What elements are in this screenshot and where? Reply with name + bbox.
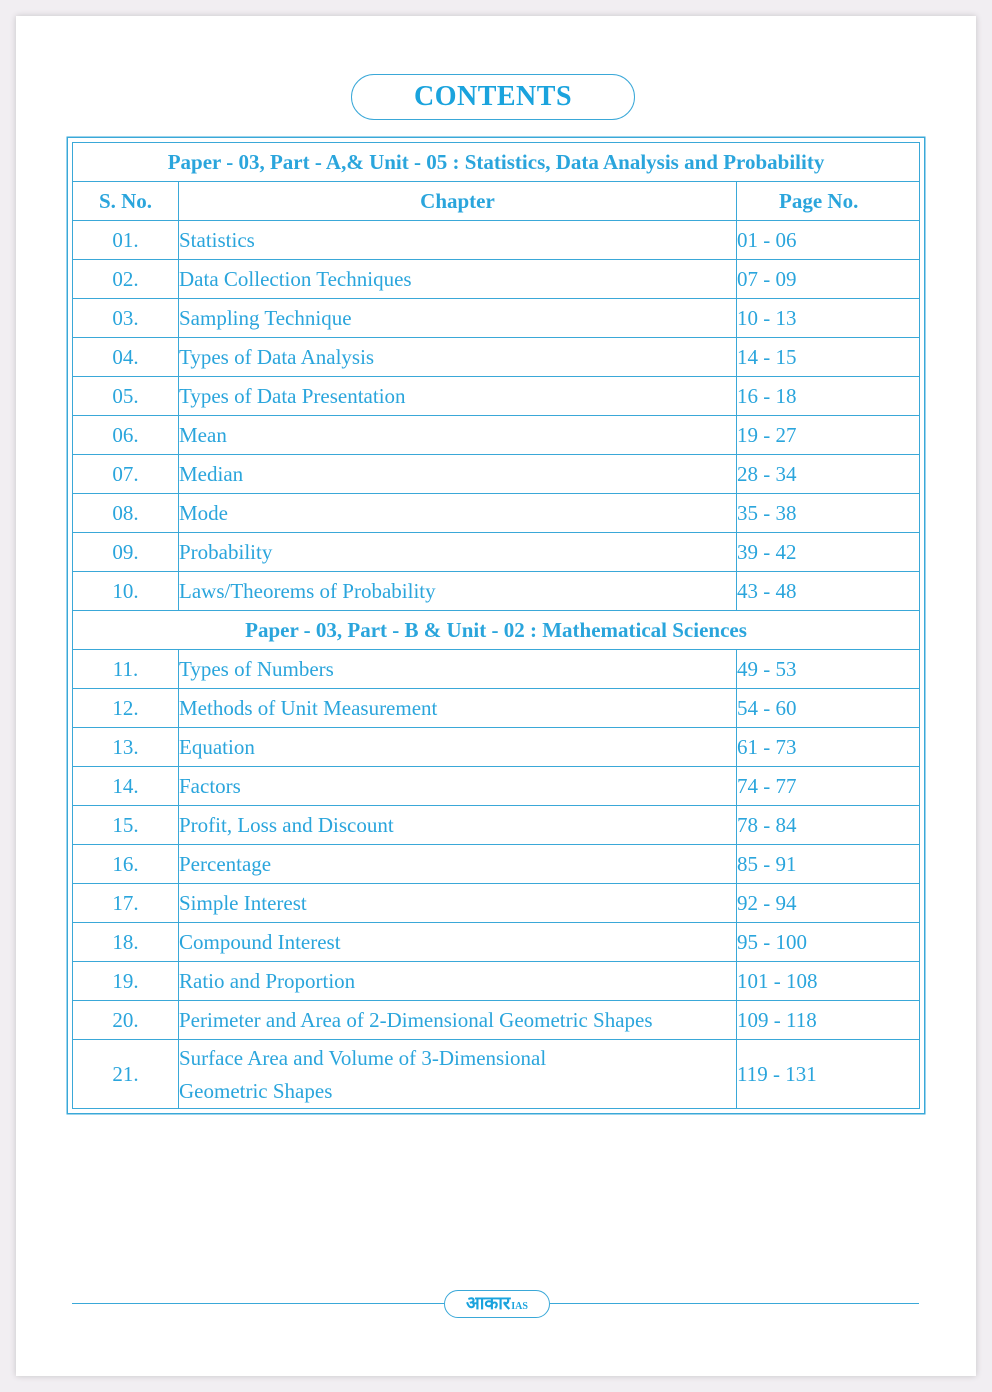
chapter-title: Sampling Technique [179,299,737,338]
chapter-title: Factors [179,767,737,806]
column-header-row [73,182,920,221]
chapter-title: Perimeter and Area of 2-Dimensional Geometric Shapes [179,1001,737,1040]
chapter-title: Compound Interest [179,923,737,962]
serial-number: 09. [73,533,179,572]
page-range: 54 - 60 [737,689,920,728]
chapter-title: Data Collection Techniques [179,260,737,299]
page-range: 74 - 77 [737,767,920,806]
chapter-title: Mean [179,416,737,455]
page-range: 10 - 13 [737,299,920,338]
page-range: 49 - 53 [737,650,920,689]
chapter-title: Median [179,455,737,494]
table-row [73,377,920,416]
table-row [73,845,920,884]
section-heading-row [73,611,920,650]
page-range: 61 - 73 [737,728,920,767]
page-range: 07 - 09 [737,260,920,299]
serial-number: 04. [73,338,179,377]
chapter-title [179,1040,737,1109]
table-row [73,689,920,728]
table-row [73,923,920,962]
serial-number: 03. [73,299,179,338]
table-row [73,455,920,494]
serial-number: 07. [73,455,179,494]
chapter-title: Mode [179,494,737,533]
logo-text: आकार [466,1293,511,1313]
page-range: 78 - 84 [737,806,920,845]
chapter-title: Methods of Unit Measurement [179,689,737,728]
chapter-title-line: Surface Area and Volume of 3-Dimensional [179,1046,547,1070]
table-row [73,572,920,611]
table-row [73,1040,920,1109]
chapter-title: Types of Data Analysis [179,338,737,377]
serial-number: 19. [73,962,179,1001]
page-range: 39 - 42 [737,533,920,572]
serial-number: 21. [73,1040,179,1109]
table-row [73,650,920,689]
page-range: 109 - 118 [737,1001,920,1040]
serial-number: 10. [73,572,179,611]
section-heading: Paper - 03, Part - B & Unit - 02 : Mathematical Sciences [73,611,920,650]
table-row [73,416,920,455]
column-header-sno: S. No. [73,182,179,221]
chapter-title: Types of Data Presentation [179,377,737,416]
page-range: 35 - 38 [737,494,920,533]
serial-number: 18. [73,923,179,962]
page-range: 16 - 18 [737,377,920,416]
page-range: 95 - 100 [737,923,920,962]
page-range: 19 - 27 [737,416,920,455]
serial-number: 08. [73,494,179,533]
contents-table [72,142,920,1109]
page-range: 85 - 91 [737,845,920,884]
chapter-title: Equation [179,728,737,767]
footer-divider-left [72,1303,444,1304]
page-range: 28 - 34 [737,455,920,494]
serial-number: 16. [73,845,179,884]
section-heading: Paper - 03, Part - A,& Unit - 05 : Statistics, Data Analysis and Probability [73,143,920,182]
serial-number: 02. [73,260,179,299]
serial-number: 20. [73,1001,179,1040]
table-row [73,728,920,767]
serial-number: 06. [73,416,179,455]
table-row [73,533,920,572]
page-range: 101 - 108 [737,962,920,1001]
chapter-title: Statistics [179,221,737,260]
chapter-title-line: Geometric Shapes [179,1079,333,1103]
section-heading-row [73,143,920,182]
chapter-title: Percentage [179,845,737,884]
column-header-chapter: Chapter [179,182,737,221]
document-page [16,16,976,1376]
chapter-title: Types of Numbers [179,650,737,689]
table-row [73,260,920,299]
table-row [73,962,920,1001]
serial-number: 14. [73,767,179,806]
page-range: 14 - 15 [737,338,920,377]
table-row [73,806,920,845]
serial-number: 01. [73,221,179,260]
page-range: 92 - 94 [737,884,920,923]
serial-number: 15. [73,806,179,845]
serial-number: 05. [73,377,179,416]
table-row [73,884,920,923]
footer-logo [444,1290,550,1318]
table-row [73,494,920,533]
column-header-page: Page No. [737,182,920,221]
page-range: 119 - 131 [737,1040,920,1109]
table-row [73,338,920,377]
page-range: 01 - 06 [737,221,920,260]
chapter-title: Probability [179,533,737,572]
chapter-title: Simple Interest [179,884,737,923]
chapter-title: Ratio and Proportion [179,962,737,1001]
serial-number: 13. [73,728,179,767]
table-row [73,221,920,260]
table-row [73,767,920,806]
serial-number: 11. [73,650,179,689]
page-range: 43 - 48 [737,572,920,611]
table-row [73,299,920,338]
chapter-title: Laws/Theorems of Probability [179,572,737,611]
logo-subtext: IAS [511,1301,528,1312]
serial-number: 17. [73,884,179,923]
serial-number: 12. [73,689,179,728]
chapter-title: Profit, Loss and Discount [179,806,737,845]
page-title: CONTENTS [351,74,635,120]
table-row [73,1001,920,1040]
footer-divider-right [550,1303,919,1304]
